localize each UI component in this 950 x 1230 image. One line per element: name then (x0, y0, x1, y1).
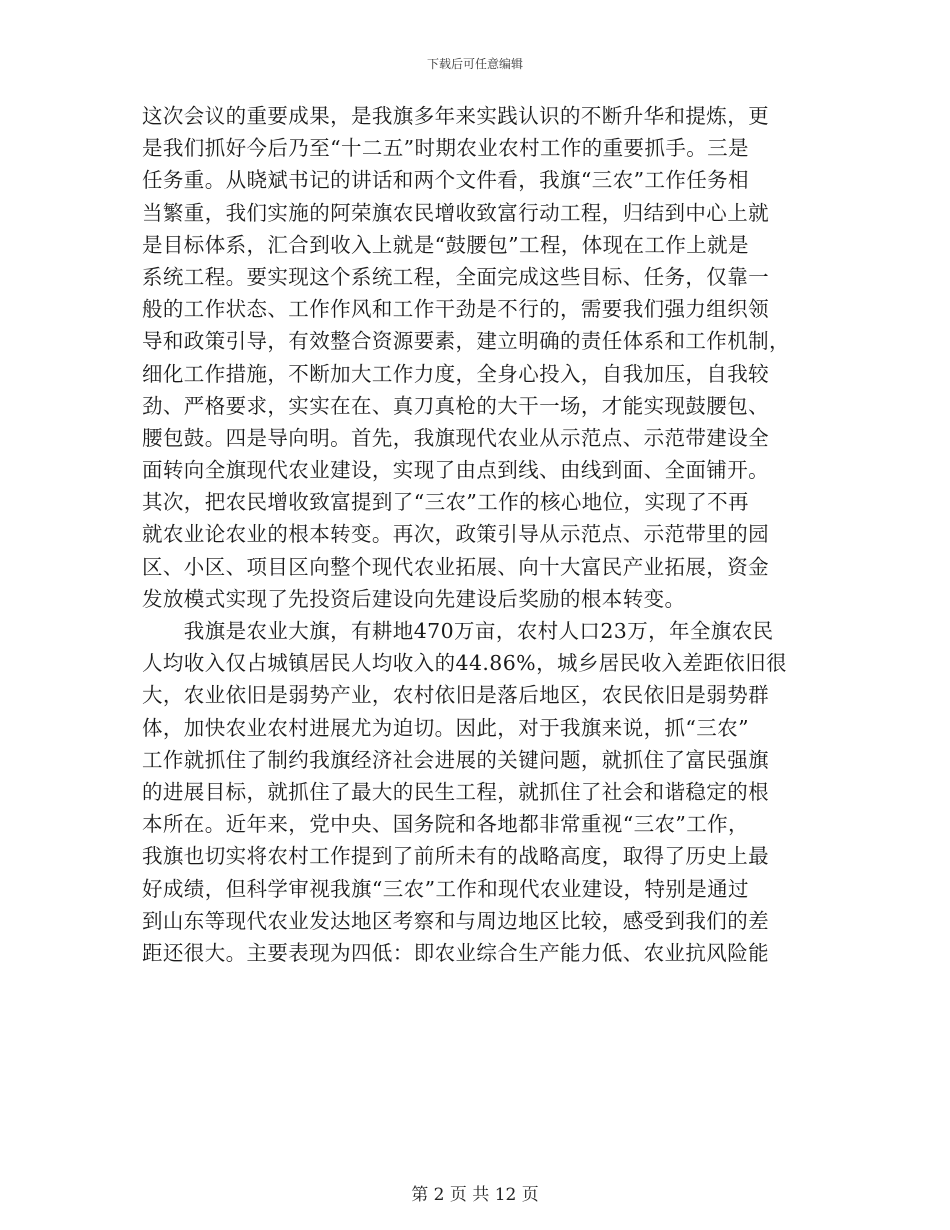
text-line: 我旗也切实将农村工作提到了前所未有的战略高度，取得了历史上最 (142, 844, 769, 869)
page-header: 下载后可任意编辑 (426, 57, 523, 71)
text-line: 区、小区、项目区向整个现代农业拓展、向十大富民产业拓展，资金 (142, 554, 769, 579)
text-line: 般的工作状态、工作作风和工作干劲是不行的，需要我们强力组织领 (142, 297, 769, 322)
text-line: 好成绩，但科学审视我旗“三农”工作和现代农业建设，特别是通过 (142, 876, 749, 901)
text-line: 是目标体系，汇合到收入上就是“鼓腰包”工程，体现在工作上就是 (142, 232, 749, 257)
text-line: 发放模式实现了先投资后建设向先建设后奖励的根本转变。 (142, 586, 686, 611)
text-line: 细化工作措施，不断加大工作力度，全身心投入，自我加压，自我较 (142, 361, 769, 386)
document-body (142, 100, 807, 969)
text-line: 距还很大。主要表现为四低：即农业综合生产能力低、农业抗风险能 (142, 940, 769, 965)
text-line: 其次，把农民增收致富提到了“三农”工作的核心地位，实现了不再 (142, 490, 749, 515)
paragraph-start-line: 我旗是农业大旗，有耕地470万亩，农村人口23万，年全旗农民 (142, 619, 774, 643)
text-line: 当繁重，我们实施的阿荣旗农民增收致富行动工程，归结到中心上就 (142, 200, 769, 225)
text-line: 本所在。近年来，党中央、国务院和各地都非常重视“三农”工作， (142, 812, 749, 837)
text-line: 面转向全旗现代农业建设，实现了由点到线、由线到面、全面铺开。 (142, 458, 769, 483)
text-line: 系统工程。要实现这个系统工程，全面完成这些目标、任务，仅靠一 (142, 264, 769, 289)
text-line: 体，加快农业农村进展尤为迫切。因此，对于我旗来说，抓“三农” (142, 715, 749, 740)
text-line: 工作就抓住了制约我旗经济社会进展的关键问题，就抓住了富民强旗 (142, 747, 769, 772)
text-line: 是我们抓好今后乃至“十二五”时期农业农村工作的重要抓手。三是 (142, 136, 749, 161)
text-line: 人均收入仅占城镇居民人均收入的44.86%，城乡居民收入差距依旧很 (142, 651, 787, 676)
page-number-footer: 第 2 页 共 12 页 (411, 1185, 539, 1205)
text-line: 导和政策引导，有效整合资源要素，建立明确的责任体系和工作机制， (142, 329, 790, 354)
text-line: 就农业论农业的根本转变。再次，政策引导从示范点、示范带里的园 (142, 522, 769, 547)
text-line: 劲、严格要求，实实在在、真刀真枪的大干一场，才能实现鼓腰包、 (142, 393, 769, 418)
text-line: 的进展目标，就抓住了最大的民生工程，就抓住了社会和谐稳定的根 (142, 779, 769, 804)
text-line: 任务重。从晓斌书记的讲话和两个文件看，我旗“三农”工作任务相 (142, 168, 749, 193)
text-line: 到山东等现代农业发达地区考察和与周边地区比较，感受到我们的差 (142, 908, 769, 933)
text-line: 这次会议的重要成果，是我旗多年来实践认识的不断升华和提炼，更 (142, 104, 769, 128)
text-line: 大，农业依旧是弱势产业，农村依旧是落后地区，农民依旧是弱势群 (142, 683, 769, 708)
text-line: 腰包鼓。四是导向明。首先，我旗现代农业从示范点、示范带建设全 (142, 425, 769, 450)
